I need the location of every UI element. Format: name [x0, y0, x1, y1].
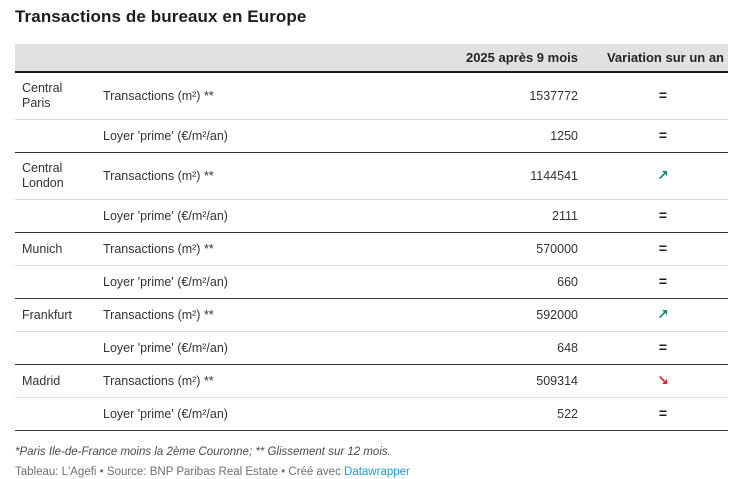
chart-footer	[15, 445, 735, 479]
table-row	[15, 398, 728, 431]
city-label	[15, 266, 103, 299]
table-header	[15, 44, 728, 72]
city-label	[15, 200, 103, 233]
city-label: Central London	[15, 153, 103, 200]
value-cell: 1537772	[438, 72, 598, 120]
city-label: Munich	[15, 233, 103, 266]
metric-label: Transactions (m²) **	[103, 153, 438, 200]
table-row	[15, 332, 728, 365]
byline-text: Tableau: L'Agefi • Source: BNP Paribas Real Estate • Créé avec	[15, 466, 345, 478]
value-cell: 648	[438, 332, 598, 365]
header-value-column: 2025 après 9 mois	[438, 44, 598, 72]
trend-cell	[598, 266, 728, 299]
table-row	[15, 365, 728, 398]
table-row	[15, 200, 728, 233]
trend-up-icon: ↗	[657, 167, 669, 183]
metric-label: Loyer 'prime' (€/m²/an)	[103, 332, 438, 365]
trend-equal-icon: =	[658, 240, 668, 256]
value-cell: 509314	[438, 365, 598, 398]
city-label	[15, 120, 103, 153]
value-cell: 592000	[438, 299, 598, 332]
trend-up-icon: ↗	[657, 306, 669, 322]
byline	[15, 465, 735, 479]
value-cell: 2111	[438, 200, 598, 233]
trend-cell	[598, 332, 728, 365]
metric-label: Transactions (m²) **	[103, 72, 438, 120]
metric-label: Loyer 'prime' (€/m²/an)	[103, 266, 438, 299]
trend-cell	[598, 398, 728, 431]
value-cell: 660	[438, 266, 598, 299]
trend-equal-icon: =	[658, 273, 668, 289]
trend-cell	[598, 233, 728, 266]
table-body	[15, 72, 728, 431]
page-title: Transactions de bureaux en Europe	[15, 7, 307, 26]
trend-cell	[598, 72, 728, 120]
metric-label: Loyer 'prime' (€/m²/an)	[103, 120, 438, 153]
trend-down-icon: ↘	[657, 372, 669, 388]
metric-label: Loyer 'prime' (€/m²/an)	[103, 200, 438, 233]
trend-equal-icon: =	[658, 127, 668, 143]
table-row	[15, 72, 728, 120]
city-label	[15, 332, 103, 365]
trend-cell	[598, 365, 728, 398]
city-label: Central Paris	[15, 72, 103, 120]
data-table	[15, 44, 728, 431]
metric-label: Loyer 'prime' (€/m²/an)	[103, 398, 438, 431]
trend-equal-icon: =	[658, 207, 668, 223]
city-label: Frankfurt	[15, 299, 103, 332]
trend-equal-icon: =	[658, 339, 668, 355]
metric-label: Transactions (m²) **	[103, 233, 438, 266]
table-row	[15, 153, 728, 200]
value-cell: 1144541	[438, 153, 598, 200]
trend-cell	[598, 153, 728, 200]
footnote: *Paris Ile-de-France moins la 2ème Couronne; ** Glissement sur 12 mois.	[15, 446, 391, 458]
trend-equal-icon: =	[658, 87, 668, 103]
table-row	[15, 120, 728, 153]
header-variation-column: Variation sur un an	[598, 44, 728, 72]
header-metric-column	[103, 44, 438, 72]
datawrapper-link[interactable]: Datawrapper	[344, 466, 410, 478]
metric-label: Transactions (m²) **	[103, 365, 438, 398]
table-row	[15, 299, 728, 332]
table-row	[15, 233, 728, 266]
metric-label: Transactions (m²) **	[103, 299, 438, 332]
trend-cell	[598, 200, 728, 233]
header-city-column	[15, 44, 103, 72]
city-label: Madrid	[15, 365, 103, 398]
trend-cell	[598, 299, 728, 332]
table-row	[15, 266, 728, 299]
value-cell: 522	[438, 398, 598, 431]
value-cell: 1250	[438, 120, 598, 153]
trend-cell	[598, 120, 728, 153]
value-cell: 570000	[438, 233, 598, 266]
trend-equal-icon: =	[658, 405, 668, 421]
city-label	[15, 398, 103, 431]
